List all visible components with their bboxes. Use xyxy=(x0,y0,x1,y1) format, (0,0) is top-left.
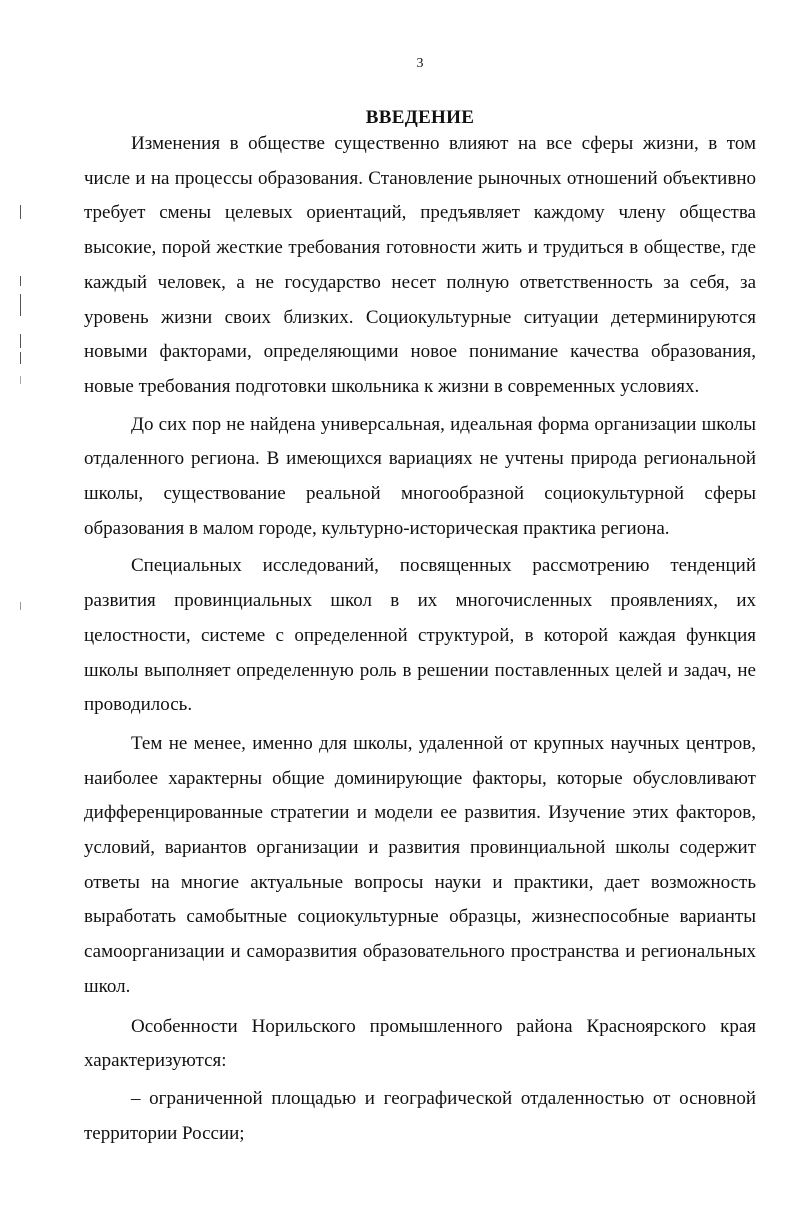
scan-mark xyxy=(20,334,21,348)
page-number: 3 xyxy=(416,56,424,71)
scan-mark xyxy=(20,602,21,610)
scan-mark xyxy=(20,276,21,286)
paragraph: Особенности Норильского промышленного района Красноярского края характеризуются: xyxy=(84,1015,756,1072)
body-text xyxy=(84,127,756,1151)
paragraph: Изменения в обществе существенно влияют на все сферы жизни, в том числе и на процессы образования. Становление рыночных отношений объективно требует смены целевых ориентаций, предъявляет каждому члену общества высокие, порой жесткие требования готовности жить и трудиться в обществе, где каждый человек, а не государство несет полную ответственность за себя, за уровень жизни своих близких. Социокультурные ситуации детерминируются новыми факторами, определяющими новое понимание качества образования, новые требования подготовки школьника к жизни в современных условиях. xyxy=(84,133,756,397)
section-heading: ВВЕДЕНИЕ xyxy=(365,107,475,128)
paragraph: До сих пор не найдена универсальная, идеальная форма организации школы отдаленного региона. В имеющихся вариациях не учтены природа региональной школы, существование реальной многообразной социокультурной сферы образования в малом городе, культурно-историческая практика региона. xyxy=(84,413,756,539)
list-item: – ограниченной площадью и географической отдаленностью от основной территории России; xyxy=(84,1087,756,1144)
scan-margin-marks xyxy=(18,0,24,1217)
paragraph: Тем не менее, именно для школы, удаленной от крупных научных центров, наиболее характерны общие доминирующие факторы, которые обусловливают дифференцированные стратегии и модели ее развития. Изучение этих факторов, условий, вариантов организации и развития провинциальной школы содержит ответы на многие актуальные вопросы науки и практики, дает возможность выработать самобытные социокультурные образцы, жизнеспособные варианты самоорганизации и саморазвития образовательного пространства и региональных школ. xyxy=(84,732,756,997)
scan-mark xyxy=(20,376,21,384)
scan-mark xyxy=(20,205,21,219)
paragraph: Специальных исследований, посвященных рассмотрению тенденций развития провинциальных школ в их многочисленных проявлениях, их целостности, системе с определенной структурой, в которой каждая функция школы выполняет определенную роль в решении поставленных целей и задач, не проводилось. xyxy=(84,555,756,716)
scan-mark xyxy=(20,352,21,364)
scan-mark xyxy=(20,294,21,316)
